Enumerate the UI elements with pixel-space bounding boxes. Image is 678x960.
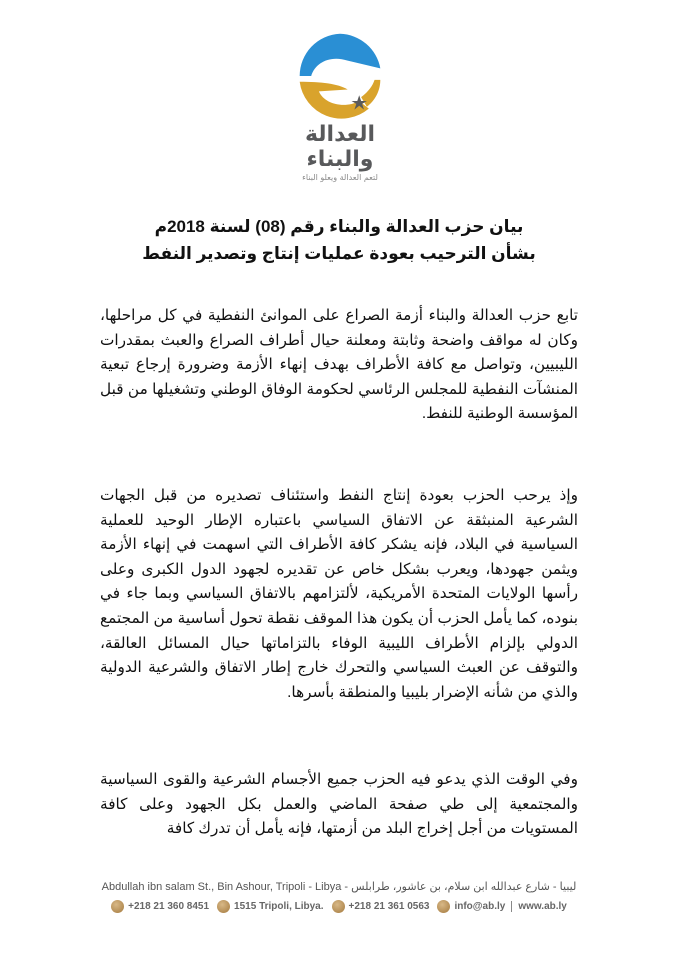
paragraph-1: تابع حزب العدالة والبناء أزمة الصراع على الموانئ النفطية في كل مراحلها، وكان له مواقف واضحة وثابتة ومعلنة حيال أطراف الصراع والعبث بمقدرات الليبيين، وتواصل مع كافة الأطراف بهدف إنهاء الأزمة وضرورة إرجاع تبعية المنشآت النفطية للمجلس الرئاسي لحكومة الوفاق الوطني وتشغيلها من قبل المؤسسة الوطنية للنفط.: [100, 307, 578, 423]
paragraph-2: وإذ يرحب الحزب بعودة إنتاج النفط واستئناف تصديره من قبل الجهات الشرعية المنبثقة عن الاتفاق السياسي باعتباره الإطار الوحيد للعملية السياسية في البلاد، فإنه يشكر كافة الأطراف التي اسهمت في إنهاء الأزمة ويثمن جهودها، ويعرب بشكل خاص عن تقديره لجهود الدول الكبرى وعلى رأسها الولايات المتحدة الأمريكية، لألتزامهم بالاتفاق السياسي وبما جاء في بنوده، كما يأمل الحزب أن يكون هذا الموقف نقطة تحول أساسية من المجتمع الدولي بإلزام الأطراف الليبية الوفاء بالتزاماتها حيال المسائل العالقة، والتوقف عن العبث السياسي والتحرك خارج إطار الاتفاق والشرعية الدولية والذي من شأنه الإضرار بليبيا والمنطقة بأسرها.: [100, 487, 578, 701]
logo-name: العدالة والبناء: [304, 122, 376, 172]
logo-emblem-icon: [292, 28, 388, 124]
email-link[interactable]: info@ab.ly: [454, 901, 506, 912]
contact-email: [437, 900, 566, 913]
paragraph-3: وفي الوقت الذي يدعو فيه الحزب جميع الأجسام الشرعية والقوى السياسية والمجتمعية إلى طي صفحة الماضي والعمل بكل الجهود وعلى كافة المستويات من أجل إخراج البلد من أزمتها، فإنه يأمل أن تدرك كافة: [100, 771, 578, 838]
letterhead-footer: [0, 880, 678, 913]
email-icon: [437, 900, 450, 913]
phone-icon: [111, 900, 124, 913]
logo-slogan: لتعم العدالة ويعلو البناء: [302, 173, 378, 182]
title-line-2: بشأن الترحيب بعودة عمليات إنتاج وتصدير النفط: [142, 244, 536, 263]
party-logo: [270, 28, 410, 182]
fax-icon: [332, 900, 345, 913]
title-line-1: بيان حزب العدالة والبناء رقم (08) لسنة 2018م: [154, 217, 524, 236]
footer-contacts: [0, 900, 678, 913]
website-link[interactable]: www.ab.ly: [518, 901, 567, 912]
statement-title: [60, 213, 618, 267]
contact-fax: +218 21 361 0563: [332, 900, 430, 913]
contact-mailbox: 1515 Tripoli, Libya.: [217, 900, 323, 913]
contact-phone: +218 21 360 8451: [111, 900, 209, 913]
mailbox-icon: [217, 900, 230, 913]
divider: [511, 901, 512, 912]
footer-address: Abdullah ibn salam St., Bin Ashour, Tripoli - Libya - ليبيا - شارع عبدالله ابن سلام، بن عاشور، طرابلس: [101, 881, 577, 893]
